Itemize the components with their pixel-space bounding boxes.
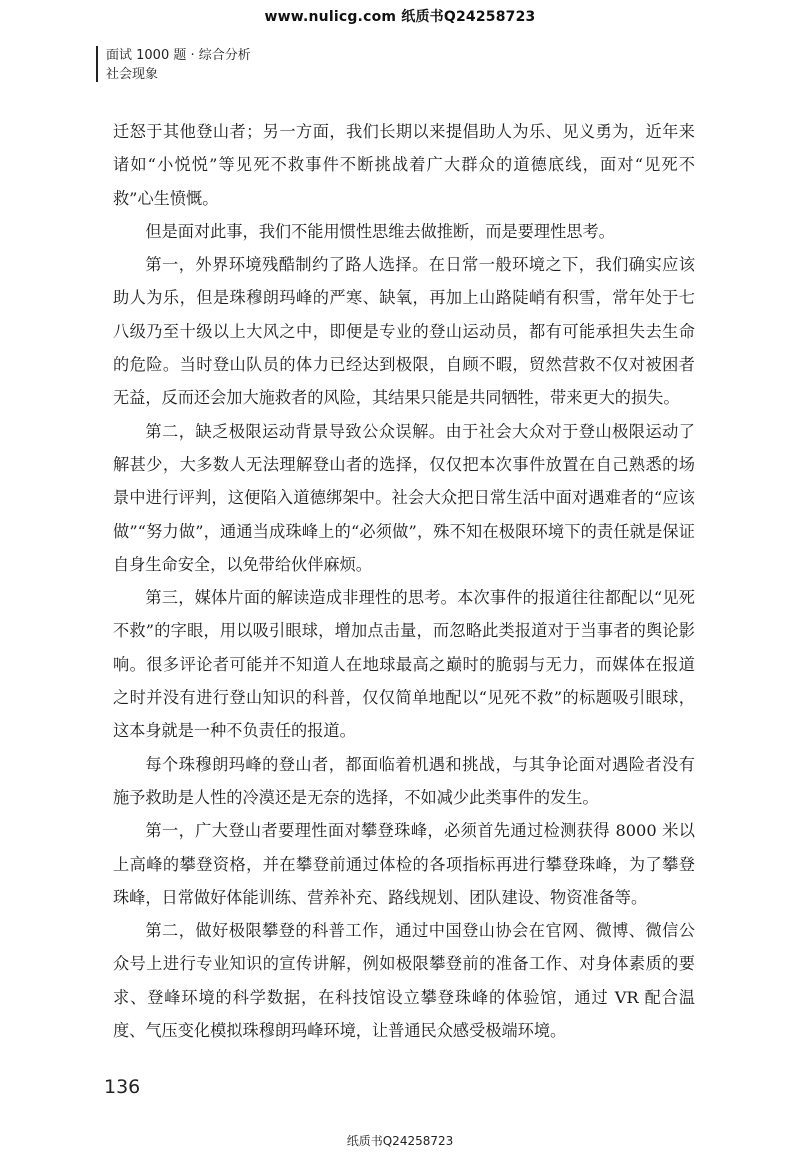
body-text <box>113 115 695 1047</box>
paragraph: 每个珠穆朗玛峰的登山者，都面临着机遇和挑战，与其争论面对遇险者没有施予救助是人性的冷漠还是无奈的选择，不如减少此类事件的发生。 <box>113 754 695 807</box>
series-title: 面试 1000 题 · 综合分析 <box>106 48 251 63</box>
paragraph: 第二，做好极限攀登的科普工作，通过中国登山协会在官网、微博、微信公众号上进行专业知识的宣传讲解，例如极限攀登前的准备工作、对身体素质的要求、登峰环境的科学数据，在科技馆设立攀登珠峰的体验馆，通过 VR 配合温度、气压变化模拟珠穆朗玛峰环境，让普通民众感受极端环境。 <box>113 921 695 1041</box>
paragraph: 第一，广大登山者要理性面对攀登珠峰，必须首先通过检测获得 8000 米以上高峰的攀登资格，并在攀登前通过体检的各项指标再进行攀登珠峰，为了攀登珠峰，日常做好体能训练、营养补充、路线规划、团队建设、物资准备等。 <box>113 821 695 907</box>
paragraph: 第二，缺乏极限运动背景导致公众误解。由于社会大众对于登山极限运动了解甚少，大多数人无法理解登山者的选择，仅仅把本次事件放置在自己熟悉的场景中进行评判，这便陷入道德绑架中。社会大众把日常生活中面对遇难者的“应该做”“努力做”，通通当成珠峰上的“必须做”，殊不知在极限环境下的责任就是保证自身生命安全，以免带给伙伴麻烦。 <box>113 421 695 574</box>
page-number: 136 <box>104 1076 141 1098</box>
top-watermark: www.nulicg.com 纸质书Q24258723 <box>264 9 536 25</box>
section-title: 社会现象 <box>106 67 159 82</box>
bottom-watermark: 纸质书Q24258723 <box>346 1134 454 1148</box>
paragraph: 第三，媒体片面的解读造成非理性的思考。本次事件的报道往往都配以“见死不救”的字眼，用以吸引眼球，增加点击量，而忽略此类报道对于当事者的舆论影响。很多评论者可能并不知道人在地球最高之巅时的脆弱与无力，而媒体在报道之时并没有进行登山知识的科普，仅仅简单地配以“见死不救”的标题吸引眼球，这本身就是一种不负责任的报道。 <box>113 588 695 741</box>
paragraph-continuation: 迁怒于其他登山者；另一方面，我们长期以来提倡助人为乐、见义勇为，近年来诸如“小悦悦”等见死不救事件不断挑战着广大群众的道德底线，面对“见死不救”心生愤慨。 <box>113 122 695 208</box>
paragraph: 第一，外界环境残酷制约了路人选择。在日常一般环境之下，我们确实应该助人为乐，但是珠穆朗玛峰的严寒、缺氧，再加上山路陡峭有积雪，常年处于七八级乃至十级以上大风之中，即便是专业的登山运动员，都有可能承担失去生命的危险。当时登山队员的体力已经达到极限，自顾不暇，贸然营救不仅对被困者无益，反而还会加大施救者的风险，其结果只能是共同牺牲，带来更大的损失。 <box>113 255 695 408</box>
header-rule <box>96 46 98 82</box>
paragraph: 但是面对此事，我们不能用惯性思维去做推断，而是要理性思考。 <box>145 221 615 241</box>
